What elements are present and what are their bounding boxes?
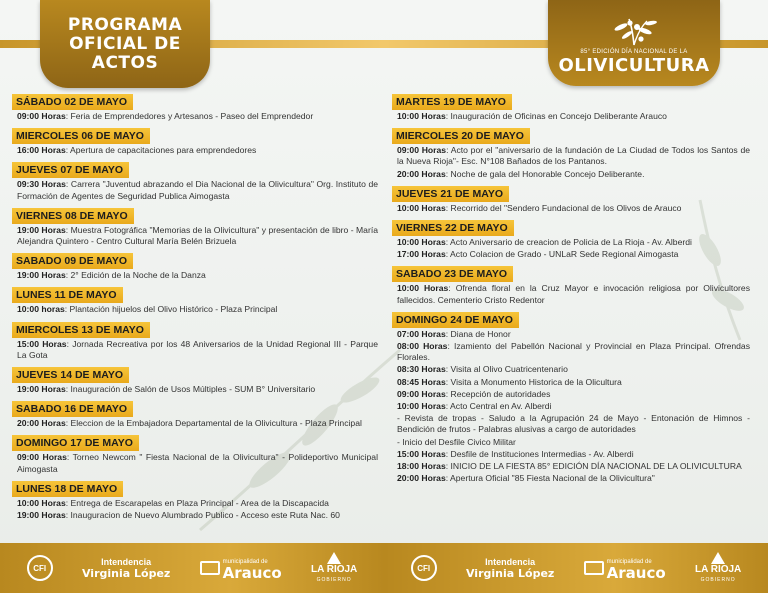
day-section: [12, 285, 378, 315]
event-time: 19:00 Horas: [17, 384, 66, 395]
event-description: - Inicio del Desfile Civico Militar: [397, 436, 516, 447]
rioja-label: LA RIOJA: [310, 563, 358, 575]
day-heading: JUEVES 21 DE MAYO: [392, 186, 509, 202]
event-description: : Izamiento del Pabellón Nacional y Provincial en Plaza Principal. Ofrendas Florales.: [397, 341, 750, 363]
event-description: : Visita al Olivo Cuatricentenario: [445, 364, 568, 375]
day-heading: VIERNES 08 DE MAYO: [12, 208, 134, 224]
event-description: : INICIO DE LA FIESTA 85° EDICIÓN DÍA NACIONAL DE LA OLIVICULTURA: [445, 461, 742, 472]
day-section: [12, 126, 378, 156]
day-heading: JUEVES 07 DE MAYO: [12, 162, 129, 178]
event-description: : Diana de Honor: [445, 328, 511, 339]
arauco-icon: [584, 561, 604, 575]
event-description: : Entrega de Escarapelas en Plaza Principal - Area de la Discapacida: [65, 497, 329, 508]
day-heading: DOMINGO 17 DE MAYO: [12, 435, 139, 451]
event-line: [392, 437, 750, 448]
muni-small-label: municipalidad de: [222, 559, 268, 565]
event-line: [392, 473, 750, 484]
event-time: 19:00 Horas: [17, 224, 66, 235]
event-line: [392, 329, 750, 340]
event-time: 15:00 Horas: [397, 448, 446, 459]
event-line: [12, 418, 378, 429]
intendencia-logo: [466, 556, 554, 580]
event-time: 18:00 Horas: [397, 461, 446, 472]
event-line: [392, 145, 750, 167]
gobierno-label: GOBIERNO: [316, 576, 352, 583]
event-time: 08:45 Horas: [397, 376, 446, 387]
event-line: [392, 449, 750, 460]
event-time: 19:00 Horas: [17, 510, 66, 521]
day-heading: SÁBADO 02 DE MAYO: [12, 94, 133, 110]
event-line: [392, 389, 750, 400]
event-description: : Jornada Recreativa por los 48 Aniversarios de la Unidad Regional III - Parque La Gota: [17, 338, 378, 360]
sponsor-group: [0, 552, 384, 585]
event-time: 10:00 Horas: [397, 237, 446, 248]
event-time: 19:00 Horas: [17, 270, 66, 281]
event-description: : Plantación hijuelos del Olivo Histórico - Plaza Principal: [64, 304, 278, 315]
arauco-icon: [200, 561, 220, 575]
event-line: [392, 169, 750, 180]
rioja-icon: [327, 552, 341, 564]
rioja-label: LA RIOJA: [694, 563, 742, 575]
page-title: [50, 16, 200, 73]
day-heading: MARTES 19 DE MAYO: [392, 94, 512, 110]
la-rioja-logo: [695, 552, 741, 585]
event-time: 20:00 Horas: [397, 473, 446, 484]
arauco-logo: [200, 557, 282, 582]
event-time: 10:00 Horas: [397, 401, 446, 412]
event-description: : Muestra Fotográfica "Memorias de la Olivicultura" y presentación de libro - María Alejandra Quintero - Centro Cultural María Belén Brizuela: [17, 224, 378, 247]
event-description: : Acto Colacion de Grado - UNLaR Sede Regional Aimogasta: [445, 249, 679, 260]
event-description: : Acto Aniversario de creacion de Policia de La Rioja - Av. Alberdi: [445, 237, 692, 248]
gobierno-label: GOBIERNO: [700, 576, 736, 583]
rioja-icon: [711, 552, 725, 564]
event-line: [12, 339, 378, 361]
event-line: [392, 364, 750, 375]
intendencia-label: Intendencia: [485, 557, 536, 567]
day-heading: MIERCOLES 06 DE MAYO: [12, 128, 150, 144]
brand-label: OLIVICULTURA: [558, 55, 710, 76]
event-time: 17:00 Horas: [397, 249, 446, 260]
event-description: : Inauguración de Salón de Usos Múltiples - SUM B° Universitario: [65, 384, 316, 395]
title-line-1: PROGRAMA: [67, 14, 183, 35]
event-line: [12, 384, 378, 395]
event-description: : Carrera "Juventud abrazando el Dia Nacional de la Olivicultura" Org. Instituto de Formación de Agentes de Seguridad Publica Aimogasta: [17, 179, 379, 201]
event-description: : Recepción de autoridades: [445, 388, 551, 399]
day-section: [12, 433, 378, 474]
olive-branch-icon: [599, 13, 669, 47]
day-heading: LUNES 11 DE MAYO: [12, 287, 123, 303]
muni-big-label: Arauco: [222, 564, 282, 582]
day-section: [12, 206, 378, 247]
event-time: 07:00 Horas: [397, 328, 446, 339]
event-description: : Acto Central en Av. Alberdi: [445, 401, 552, 412]
day-heading: MIERCOLES 20 DE MAYO: [392, 128, 530, 144]
olivicultura-logo-badge: [548, 0, 720, 86]
intendencia-logo: [82, 556, 170, 580]
day-section: [12, 399, 378, 429]
event-line: [12, 304, 378, 315]
intendencia-label: Intendencia: [101, 557, 152, 567]
schedule-column-left: [12, 92, 378, 525]
event-time: 20:00 Horas: [397, 168, 446, 179]
event-line: [12, 225, 378, 247]
day-section: [392, 92, 750, 122]
cfi-logo: CFI: [27, 555, 53, 581]
intendente-name: Virginia López: [465, 567, 555, 580]
event-line: [392, 111, 750, 122]
event-time: 10:00 Horas: [17, 497, 66, 508]
event-line: [392, 249, 750, 260]
event-time: 16:00 Horas: [17, 145, 66, 156]
event-line: [392, 401, 750, 412]
event-time: 10:00 horas: [17, 304, 65, 315]
event-time: 15:00 Horas: [17, 338, 67, 349]
day-heading: LUNES 18 DE MAYO: [12, 481, 123, 497]
day-section: [12, 479, 378, 521]
event-description: : Torneo Newcom " Fiesta Nacional de la Olivicultura" - Polideportivo Municipal Aimogasta: [17, 452, 378, 474]
event-description: : Inauguración de Oficinas en Concejo Deliberante Arauco: [445, 111, 667, 121]
event-line: [392, 283, 750, 305]
event-time: 09:30 Horas: [17, 179, 66, 190]
event-description: : Feria de Emprendedores y Artesanos - Paseo del Emprendedor: [65, 111, 314, 121]
sponsor-group: [384, 552, 768, 585]
event-line: [392, 203, 750, 214]
event-time: 10:00 Horas: [397, 111, 446, 121]
edition-label: 85° EDICIÓN DÍA NACIONAL DE LA: [580, 49, 688, 55]
intendente-name: Virginia López: [81, 567, 171, 580]
cfi-logo: CFI: [411, 555, 437, 581]
sponsors-footer: [0, 543, 768, 593]
event-line: [12, 179, 378, 201]
day-heading: VIERNES 22 DE MAYO: [392, 220, 514, 236]
day-section: [392, 126, 750, 180]
day-section: [392, 310, 750, 485]
event-line: [392, 377, 750, 388]
event-time: 09:00 Horas: [17, 452, 67, 463]
day-section: [392, 264, 750, 305]
muni-big-label: Arauco: [606, 564, 666, 582]
day-section: [12, 92, 378, 122]
event-description: : Apertura de capacitaciones para emprendedores: [65, 145, 257, 156]
day-section: [392, 218, 750, 260]
event-description: : Eleccion de la Embajadora Departamental de la Olivicultura - Plaza Principal: [65, 418, 362, 429]
day-section: [12, 320, 378, 361]
event-time: 10:00 Horas: [397, 202, 446, 213]
event-line: [392, 341, 750, 363]
day-heading: SABADO 16 DE MAYO: [12, 401, 133, 417]
event-line: [392, 413, 750, 435]
event-time: 08:00 Horas: [397, 341, 448, 352]
event-time: 20:00 Horas: [17, 418, 66, 429]
day-heading: SABADO 09 DE MAYO: [12, 253, 133, 269]
event-time: 09:00 Horas: [397, 388, 446, 399]
la-rioja-logo: [311, 552, 357, 585]
event-description: : Apertura Oficial "85 Fiesta Nacional de la Olivicultura": [445, 473, 655, 484]
event-time: 09:00 Horas: [397, 145, 447, 156]
event-line: [12, 111, 378, 122]
day-section: [392, 184, 750, 214]
title-line-3: ACTOS: [91, 52, 159, 73]
event-description: : Ofrenda floral en la Cruz Mayor e invocación religiosa por Olivicultores fallecidos. Cementerio Cristo Redentor: [397, 283, 750, 305]
day-section: [12, 365, 378, 395]
title-line-2: OFICIAL DE: [69, 33, 181, 54]
day-section: [12, 160, 378, 201]
event-description: - Revista de tropas - Saludo a la Agrupación 24 de Mayo - Entonación de Himnos - Bendición de frutos - Palabras alusivas a cargo de autoridades: [397, 413, 750, 435]
event-line: [12, 498, 378, 509]
day-section: [12, 251, 378, 281]
event-time: 09:00 Horas: [17, 111, 66, 121]
day-heading: DOMINGO 24 DE MAYO: [392, 312, 519, 328]
day-heading: MIERCOLES 13 DE MAYO: [12, 322, 150, 338]
event-description: : Noche de gala del Honorable Concejo Deliberante.: [445, 168, 645, 179]
day-heading: SABADO 23 DE MAYO: [392, 266, 513, 282]
event-description: : 2° Edición de la Noche de la Danza: [65, 270, 206, 281]
event-line: [12, 452, 378, 474]
event-description: : Recorrido del "Sendero Fundacional de los Olivos de Arauco: [445, 202, 682, 213]
event-description: : Acto por el "aniversario de la fundación de La Ciudad de Todos los Santos de la Nueva Rioja"- Esc. N°108 Bañados de los Pantanos.: [397, 145, 751, 167]
event-description: : Desfile de Instituciones Intermedias - Av. Alberdi: [445, 448, 634, 459]
arauco-logo: [584, 557, 666, 582]
program-title-badge: [40, 0, 210, 88]
event-line: [12, 510, 378, 521]
event-time: 08:30 Horas: [397, 364, 446, 375]
event-line: [12, 270, 378, 281]
event-line: [392, 461, 750, 472]
event-description: : Inauguracion de Nuevo Alumbrado Publico - Acceso este Ruta Nac. 60: [65, 510, 340, 521]
event-description: : Visita a Monumento Historica de la Olicultura: [445, 376, 622, 387]
day-heading: JUEVES 14 DE MAYO: [12, 367, 129, 383]
schedule-column-right: [392, 92, 750, 488]
event-line: [392, 237, 750, 248]
event-time: 10:00 Horas: [397, 283, 449, 294]
event-line: [12, 145, 378, 156]
muni-small-label: municipalidad de: [606, 559, 652, 565]
